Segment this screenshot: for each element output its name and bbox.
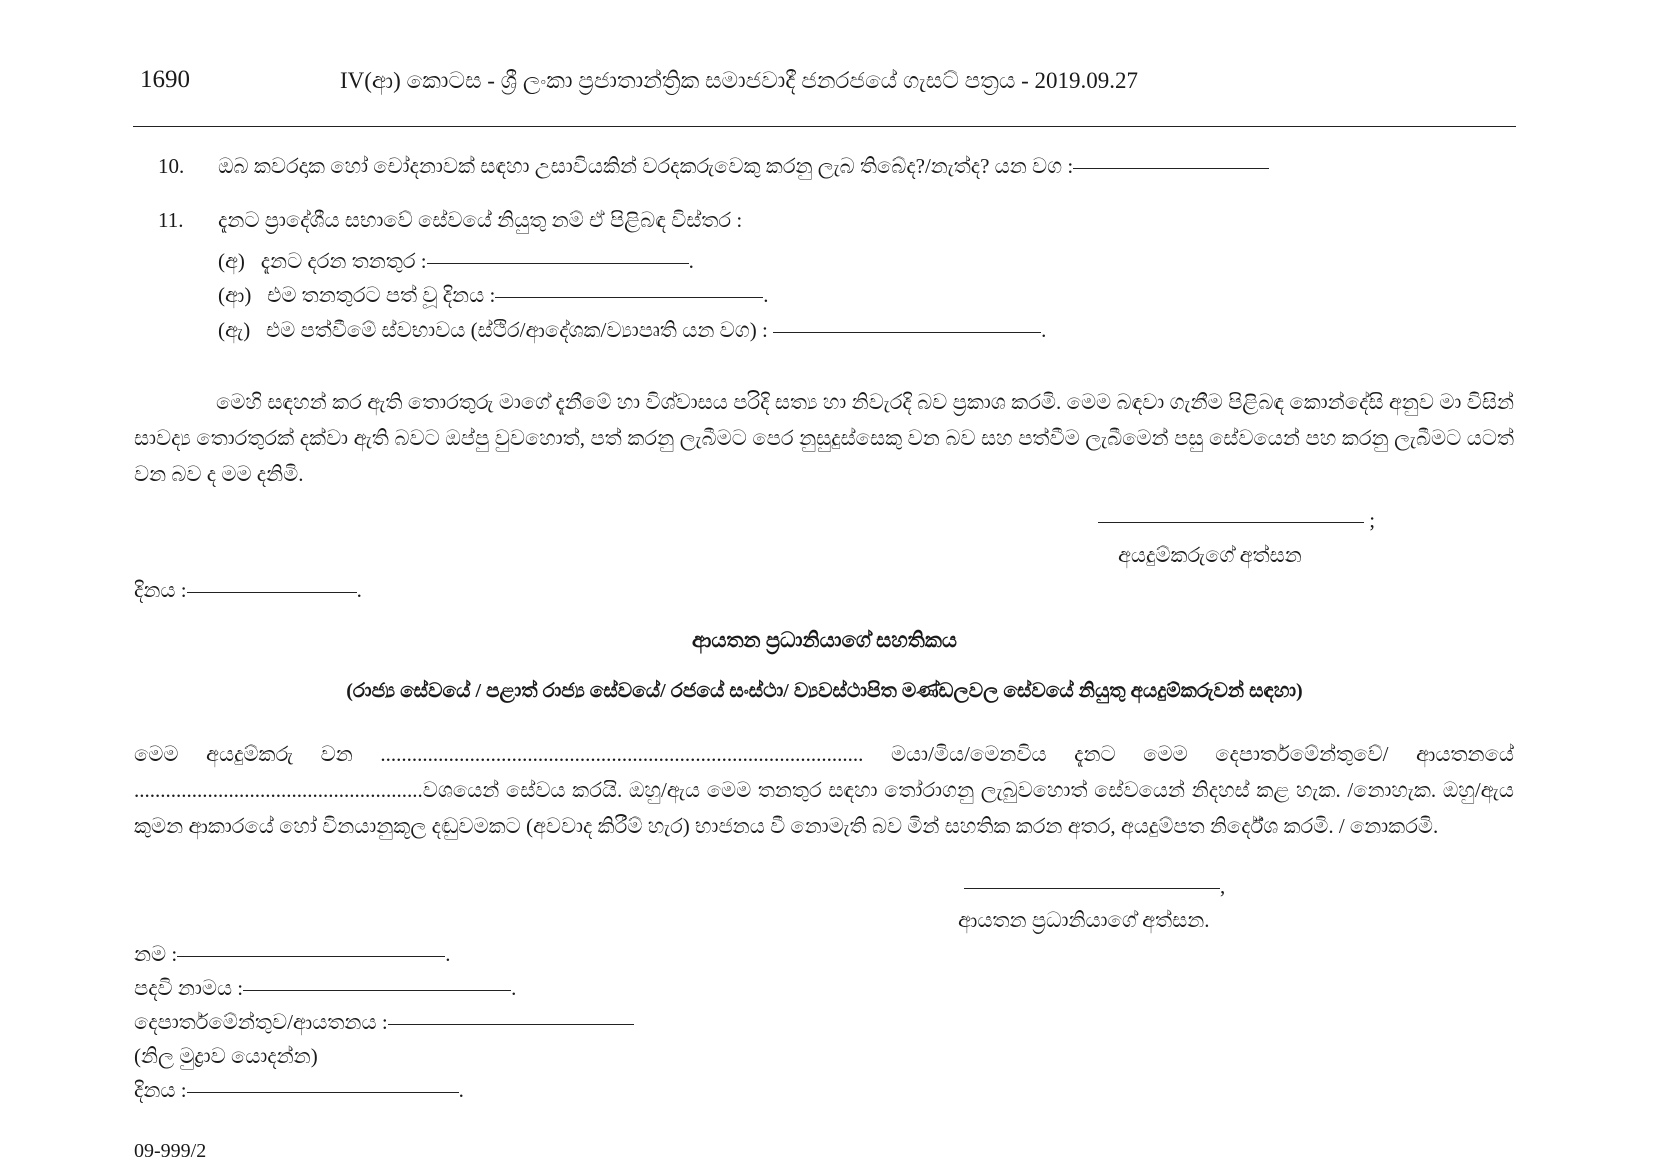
question-10 xyxy=(218,154,1269,179)
header-divider xyxy=(133,126,1516,127)
line-end: . xyxy=(688,249,694,273)
sub-item-label: (ආ) xyxy=(218,283,252,307)
answer-line xyxy=(773,332,1041,333)
field-label: පදවි නාමය : xyxy=(134,976,244,1000)
sub-item-text: එම තනතුරට පත් වූ දිනය : xyxy=(267,283,496,307)
applicant-signature-line xyxy=(1098,508,1375,533)
date-label: දිනය : xyxy=(134,578,187,602)
sub-item xyxy=(218,318,1046,343)
line-end: , xyxy=(1220,874,1226,898)
applicant-signature-label: අයදුම්කරුගේ අත්සන xyxy=(1118,543,1302,567)
certificate-subtitle: (රාජ්‍ය සේවයේ / පළාත් රාජ්‍ය සේවයේ/ රජයේ සංස්ථා/ ව්‍යවස්ථාපිත මණ්ඩලවල සේවයේ නියුතු අයදුම්කරුවන් සඳහා) xyxy=(346,680,1303,702)
field-line xyxy=(243,990,511,991)
page-number: 1690 xyxy=(140,66,190,93)
sub-item-label: (ඇ) xyxy=(218,318,251,342)
question-text: ඔබ කවරදාක හෝ චෝදනාවක් සඳහා උසාවියකින් වරදකරුවෙකු කරනු ලැබ තිබේද?/නැත්ද? යන වග : xyxy=(218,154,1074,178)
signature-line xyxy=(964,888,1220,889)
signature-line xyxy=(1098,522,1364,523)
field-label: (නිල මුද්‍රාව යොදන්න) xyxy=(134,1044,318,1068)
sub-item xyxy=(218,283,769,308)
field-label: නම : xyxy=(134,942,178,966)
field-label: දිනය : xyxy=(134,1078,187,1102)
line-end: . xyxy=(458,1078,464,1102)
declaration-paragraph: මෙහි සඳහන් කර ඇති තොරතුරු මාගේ දැනීමේ හා විශ්වාසය පරිදි සත්‍ය හා නිවැරදි බව ප්‍රකාශ කරමි. මෙම බඳවා ගැනීම පිළිබඳ කොන්දේසි අනුව මා විසින් සාවද්‍ය තොරතුරක් දක්වා ඇති බවට ඔප්පු වුවහොත්, පත් කරනු ලැබීමට පෙර නුසුදුස්සෙකු වන බව සහ පත්වීම ලැබීමෙන් පසු සේවයෙන් පහ කරනු ලැබීමට යටත් වන බව ද මම දනිමි. xyxy=(134,390,1514,486)
line-end: ; xyxy=(1369,508,1376,532)
head-field-name xyxy=(134,942,451,967)
sub-item-text: දැනට දරන තනතුර : xyxy=(260,249,427,273)
head-field-stamp xyxy=(134,1044,318,1069)
head-signature-line xyxy=(964,874,1225,899)
question-number: 10. xyxy=(158,154,185,178)
line-end: . xyxy=(445,942,451,966)
answer-line xyxy=(427,263,689,264)
line-end: . xyxy=(1041,318,1047,342)
applicant-date xyxy=(134,578,362,603)
sub-item xyxy=(218,249,694,274)
line-end: . xyxy=(356,578,362,602)
sub-item-text: එම පත්වීමේ ස්වභාවය (ස්ථිර/ආදේශක/ව්‍යාපෘති යන වග) : xyxy=(265,318,768,342)
question-number: 11. xyxy=(158,208,184,232)
line-end: . xyxy=(511,976,517,1000)
answer-line xyxy=(495,297,763,298)
reference-number: 09-999/2 xyxy=(134,1140,207,1162)
field-line xyxy=(177,956,445,957)
question-text: දැනට ප්‍රාදේශීය සභාවේ සේවයේ නියුතු නම් ඒ පිළිබඳ විස්තර : xyxy=(218,208,743,232)
question-11 xyxy=(218,208,742,233)
sub-item-label: (අ) xyxy=(218,249,245,273)
field-line xyxy=(187,1092,459,1093)
field-line xyxy=(388,1024,634,1025)
certificate-title: ආයතන ප්‍රධානියාගේ සහතිකය xyxy=(692,628,957,652)
date-line xyxy=(187,592,357,593)
gazette-header-title: IV(ආ) කොටස - ශ්‍රී ලංකා ප්‍රජාතාන්ත්‍රික සමාජවාදී ජනරජයේ ගැසට් පත්‍රය - 2019.09.27 xyxy=(340,68,1139,93)
certificate-body: මෙම අයදුම්කරු වන ............................................................................................ මයා/මිය/මෙනවිය දැනට මෙම දෙපාර්තමේන්තුවේ/ ආයතනයේ .......................................................වශයෙන් සේවය කරයි. ඔහු/ඇය මෙම තනතුර සඳහා තෝරාගනු ලැබුවහොත් සේවයෙන් නිදහස් කළ හැක. /නොහැක. ඔහු/ඇය කුමන ආකාරයේ හෝ විනයානුකූල දඬුවමකට (අවවාද කිරීම් හැර) භාජනය වී නොමැති බව මින් සහතික කරන අතර, අයදුම්පත නිර්දේශ කරමි. / නොකරමි. xyxy=(134,742,1514,838)
line-end: . xyxy=(763,283,769,307)
head-field-department xyxy=(134,1010,634,1035)
field-label: දෙපාර්තමේන්තුව/ආයතනය : xyxy=(134,1010,388,1034)
head-signature-label: ආයතන ප්‍රධානියාගේ අත්සන. xyxy=(958,908,1210,932)
answer-line xyxy=(1073,168,1269,169)
head-field-date xyxy=(134,1078,464,1103)
head-field-designation xyxy=(134,976,516,1001)
